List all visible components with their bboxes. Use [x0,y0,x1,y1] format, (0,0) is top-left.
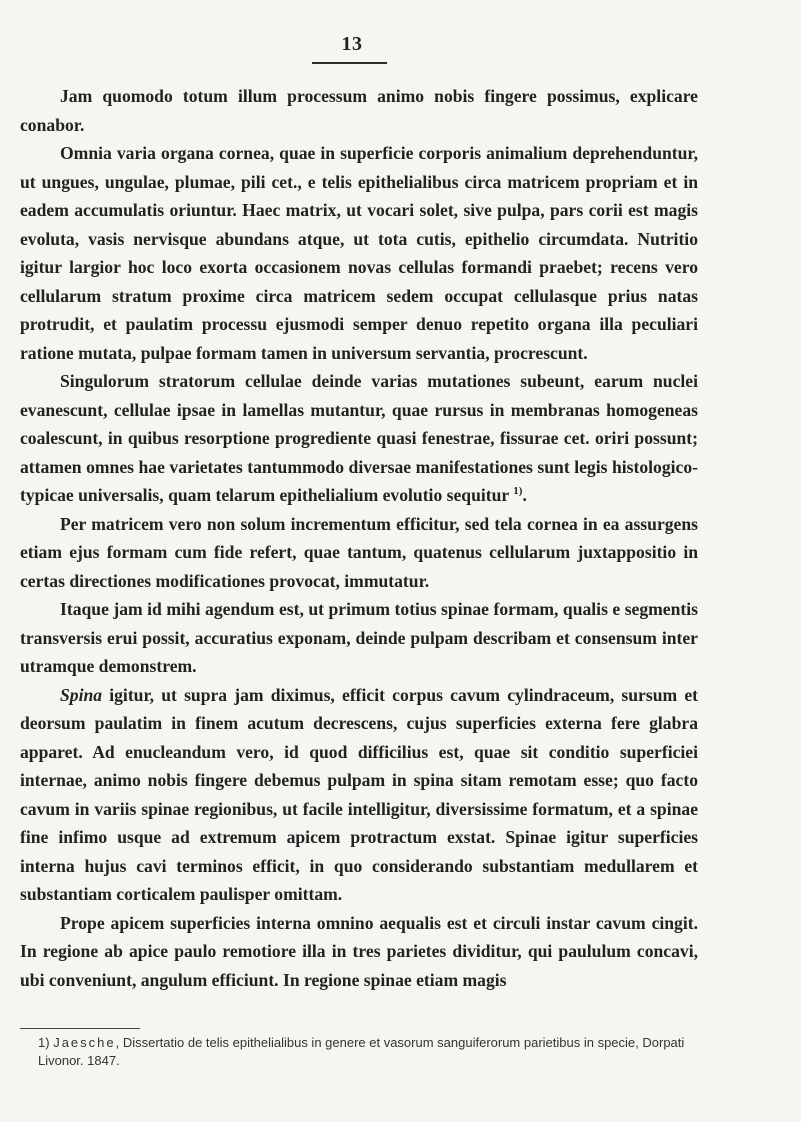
paragraph-4: Per matricem vero non solum incrementum efficitur, sed tela cornea in ea assurgens etiam ejus formam cum fide refert, quae tantum, quatenus cellularum juxtappositio in certas directiones modificationes provocat, immutatur. [20,513,698,591]
footnote-reference[interactable]: 1) [513,485,523,498]
paragraph-3: Singulorum stratorum cellulae deinde varias mutationes subeunt, earum nuclei evanescunt, cellulae ipsae in lamellas mutantur, quae rursus in membranas homogeneas coalescunt, in quibus resorptione progrediente quasi fenestrae, fissurae cet. oriri possunt; attamen omnes hae varietates tantummodo diversae manifestationes sunt legis histologico-typicae universalis, quam telarum epithelialium evolutio sequitur $^{1)}$. [20,371,698,505]
paragraph-3-text: Singulorum stratorum cellulae deinde varias mutationes subeunt, earum nuclei evanescunt, cellulae ipsae in lamellas mutantur, quae rursus in membranas homogeneas coalescunt, in quibus resorptione progrediente quasi fenestrae, fissurae cet. oriri possunt; attamen omnes hae varietates tantummodo diversae manifestationes sunt legis histologico-typicae universalis, quam telarum epithelialium evolutio sequitur [20,371,698,505]
footnote-reference-number: 1 [513,485,519,498]
paragraph-2: Omnia varia organa cornea, quae in superficie corporis animalium deprehenduntur, ut ungues, ungulae, plumae, pili cet., e telis epithelialibus circa matricem propriam et in eadem accumulatis oriuntur. Haec matrix, ut vocari solet, sive pulpa, pars corii est magis evoluta, vasis nervisque abundans atque, ut tota cutis, epithelio circumdata. Nutritio igitur largior hoc loco exorta occasionem novas cellulas formandi praebet; recens vero cellularum stratum proxime circa matricem sedem occupat cellulasque prius natas protrudit, et paulatim processu ejusmodi semper denuo repetito organa illa peculiari ratione mutata, pulpae formam tamen in universum servantia, procrescunt. [20,143,698,363]
body-text [20,82,698,994]
paragraph-1: Jam quomodo totum illum processum animo nobis fingere possimus, explicare conabor. [20,86,698,135]
footnote [38,1034,700,1070]
paragraph-5: Itaque jam id mihi agendum est, ut primum totius spinae formam, qualis e segmentis transversis erui possit, accuratius exponam, deinde pulpam describam et consensum inter utramque demonstrem. [20,599,698,676]
page-number: 13 [341,33,363,55]
page-number-underline [312,62,387,64]
footnote-divider [20,1028,140,1029]
paragraph-6-text: igitur, ut supra jam diximus, efficit corpus cavum cylindraceum, sursum et deorsum paulatim in finem acutum decrescens, cujus superficies externa fere glabra apparet. Ad enucleandum vero, id quod difficilius est, quae sit conditio superficiei internae, animo nobis fingere debemus pulpam in spina sitam remotam esse; quo facto cavum in variis spinae regionibus, ut facile intelligitur, diversissime formatum, et a spinae fine infimo usque ad extremum apicem protractum exstat. Spinae igitur superficies interna hujus cavi terminos efficit, in quo considerando substantiam medullarem et substantiam corticalem paulisper omittam. [20,684,698,904]
italic-term-spina: Spina [60,684,103,705]
paragraph-6 [20,681,698,909]
paragraph-7: Prope apicem superficies interna omnino aequalis est et circuli instar cavum cingit. In regione ab apice paulo remotiore illa in tres parietes dividitur, qui paululum concavi, ubi conveniunt, angulum efficiunt. In regione spinae etiam magis [20,912,698,990]
footnote-author: Jaesche [53,1035,116,1050]
footnote-text: , Dissertatio de telis epithelialibus in genere et vasorum sanguiferorum parietibus in specie, Dorpati Livonor. 1847. [38,1035,685,1068]
footnote-marker: 1) [38,1035,50,1050]
